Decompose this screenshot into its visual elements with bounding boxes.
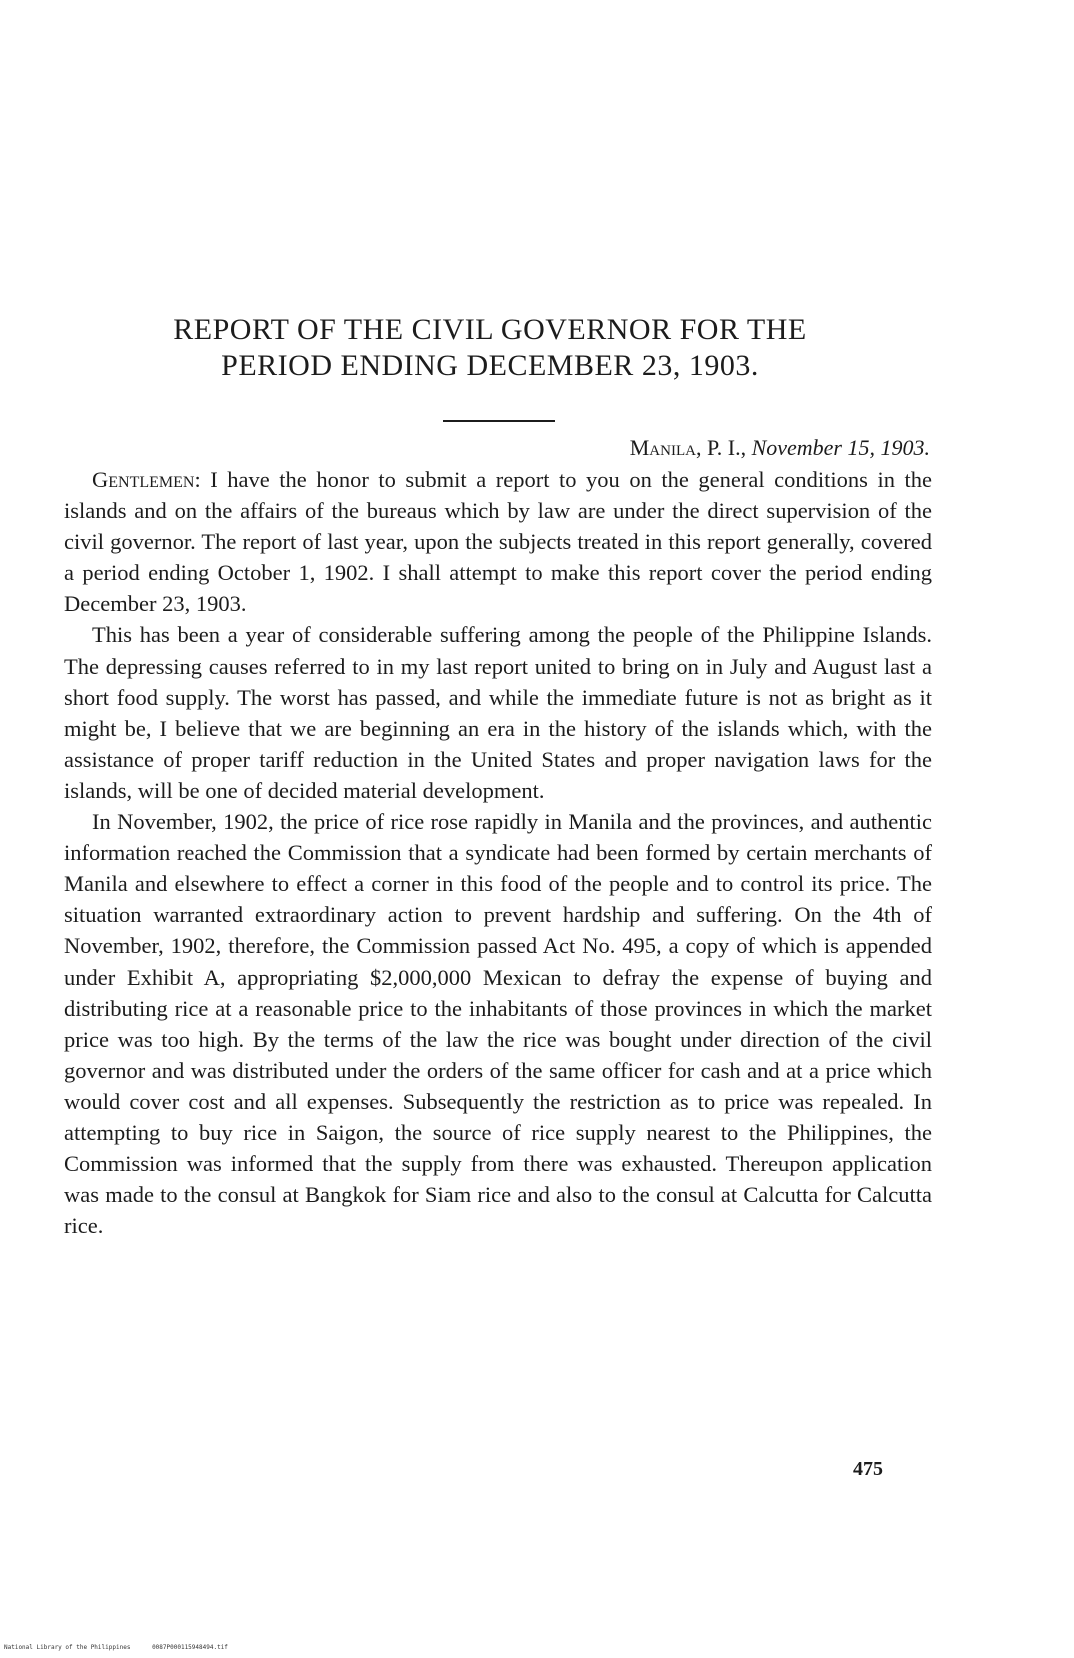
report-body <box>64 464 932 1241</box>
scan-footer <box>4 1644 228 1652</box>
paragraph-2: This has been a year of considerable suffering among the people of the Philippine Islands. The depressing causes referred to in my last report united to bring on in July and August last a short food supply. The worst has passed, and while the immediate future is not as bright as it might be, I believe that we are beginning an era in the history of the islands which, with the assistance of proper tariff reduction in the United States and proper navigation laws for the islands, will be one of decided material development. <box>64 622 932 803</box>
page-number: 475 <box>853 1458 883 1480</box>
dateline-date: November 15, 1903. <box>751 435 930 460</box>
dateline <box>470 433 930 463</box>
paragraph-3: In November, 1902, the price of rice rose rapidly in Manila and the provinces, and authentic information reached the Commission that a syndicate had been formed by certain merchants of Manila and elsewhere to effect a corner in this food of the people and to control its price. The situation warranted extraordinary action to prevent hardship and suffering. On the 4th of November, 1902, therefore, the Commission passed Act No. 495, a copy of which is appended under Exhibit A, appropriating $2,000,000 Mexican to defray the expense of buying and distributing rice at a reasonable price to the inhabitants of those provinces in which the market price was too high. By the terms of the law the rice was bought under direction of the civil governor and was distributed under the orders of the same officer for cash and at a price which would cover cost and all expenses. Subsequently the restriction as to price was repealed. In attempting to buy rice in Saigon, the source of rice supply nearest to the Philippines, the Commission was informed that the supply from there was exhausted. Thereupon application was made to the consul at Bangkok for Siam rice and also to the consul at Calcutta for Calcutta rice. <box>64 809 932 1239</box>
footer-library: National Library of the Philippines <box>4 1644 131 1651</box>
paragraph-1 <box>64 464 932 619</box>
title-line-2: PERIOD ENDING DECEMBER 23, 1903. <box>221 349 759 382</box>
title-line-1: REPORT OF THE CIVIL GOVERNOR FOR THE <box>173 313 807 346</box>
report-title <box>60 312 920 384</box>
footer-file-id: 0087P000115948494.tif <box>152 1644 228 1651</box>
salutation: Gentlemen: <box>92 467 201 492</box>
title-divider <box>443 420 555 422</box>
paragraph-1-text: I have the honor to submit a report to you on the general conditions in the islands and on the affairs of the bureaus which by law are under the direct supervision of the civil governor. The report of last year, upon the subjects treated in this report generally, covered a period ending October 1, 1902. I shall attempt to make this report cover the period ending December 23, 1903. <box>64 467 932 617</box>
dateline-place: Manila, P. I., <box>629 435 747 460</box>
